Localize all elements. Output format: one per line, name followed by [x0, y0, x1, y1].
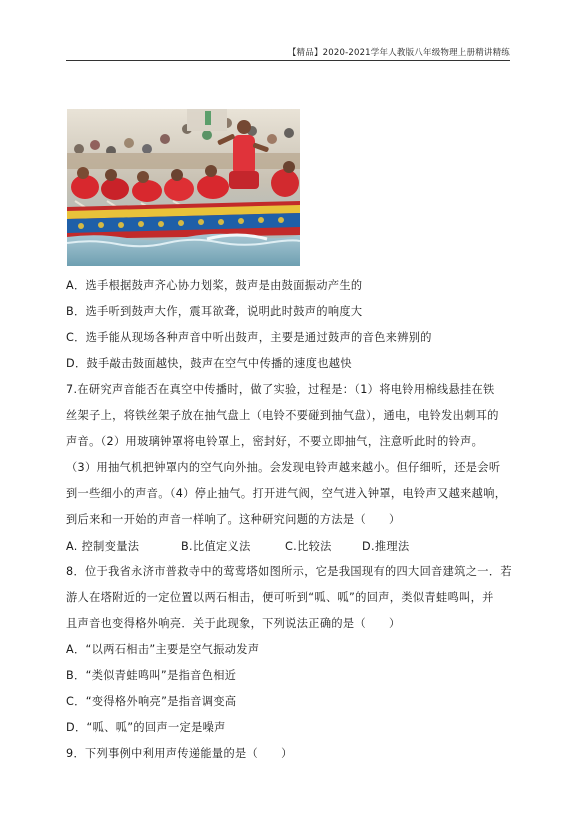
q7-option-b: B.比值定义法	[181, 540, 251, 553]
q7-option-c: C.比较法	[285, 540, 332, 553]
q6-option-b: B．选手听到鼓声大作，震耳欲聋，说明此时鼓声的响度大	[66, 305, 363, 318]
page-header: 【精品】2020-2021学年人教版八年级物理上册精讲精练	[287, 48, 510, 58]
q8-option-a: A．“以两石相击”主要是空气振动发声	[66, 643, 260, 656]
q7-options	[66, 539, 486, 555]
q6-option-d: D．鼓手敲击鼓面越快，鼓声在空气中传播的速度也越快	[66, 357, 352, 370]
q6-option-a: A．选手根据鼓声齐心协力划桨，鼓声是由鼓面振动产生的	[66, 279, 363, 292]
q8-stem-line-1: 8．位于我省永济市普救寺中的莺莺塔如图所示，它是我国现有的四大回音建筑之一．若	[66, 565, 512, 578]
q7-stem-line-2: 丝架子上，将铁丝架子放在抽气盘上（电铃不要碰到抽气盘），通电，电铃发出刺耳的	[66, 409, 499, 422]
q8-option-c: C．“变得格外响亮”是指音调变高	[66, 695, 237, 708]
q7-stem-line-1: 7.在研究声音能否在真空中传播时，做了实验，过程是：（1）将电铃用棉线悬挂在铁	[66, 383, 495, 396]
q7-stem-line-6: 到后来和一开始的声音一样响了。这种研究问题的方法是（ ）	[66, 513, 401, 526]
q7-stem-line-5: 到一些细小的声音。（4）停止抽气。打开进气阀，空气进入钟罩，电铃声又越来越响，	[66, 487, 507, 500]
q8-option-b: B．“类似青蛙鸣叫”是指音色相近	[66, 669, 237, 682]
dragon-boat-photo	[67, 109, 300, 266]
q8-stem-line-2: 游人在塔附近的一定位置以两石相击，便可听到“呱、呱”的回声，类似青蛙鸣叫，并	[66, 591, 494, 604]
q7-stem-line-3: 声音。（2）用玻璃钟罩将电铃罩上，密封好，不要立即抽气，注意听此时的铃声。	[66, 435, 484, 448]
q9-stem: 9．下列事例中利用声传递能量的是（ ）	[66, 747, 293, 760]
q7-option-d: D.推理法	[362, 540, 410, 553]
q6-option-c: C．选手能从现场各种声音中听出鼓声，主要是通过鼓声的音色来辨别的	[66, 331, 432, 344]
q7-stem-line-4: （3）用抽气机把钟罩内的空气向外抽。会发现电铃声越来越小。但仔细听，还是会听	[66, 461, 501, 474]
q7-option-a: A. 控制变量法	[66, 540, 140, 553]
q8-stem-line-3: 且声音也变得格外响亮．关于此现象，下列说法正确的是（ ）	[66, 617, 401, 630]
header-rule	[66, 60, 510, 61]
q8-option-d: D．“呱、呱”的回声一定是噪声	[66, 721, 226, 734]
